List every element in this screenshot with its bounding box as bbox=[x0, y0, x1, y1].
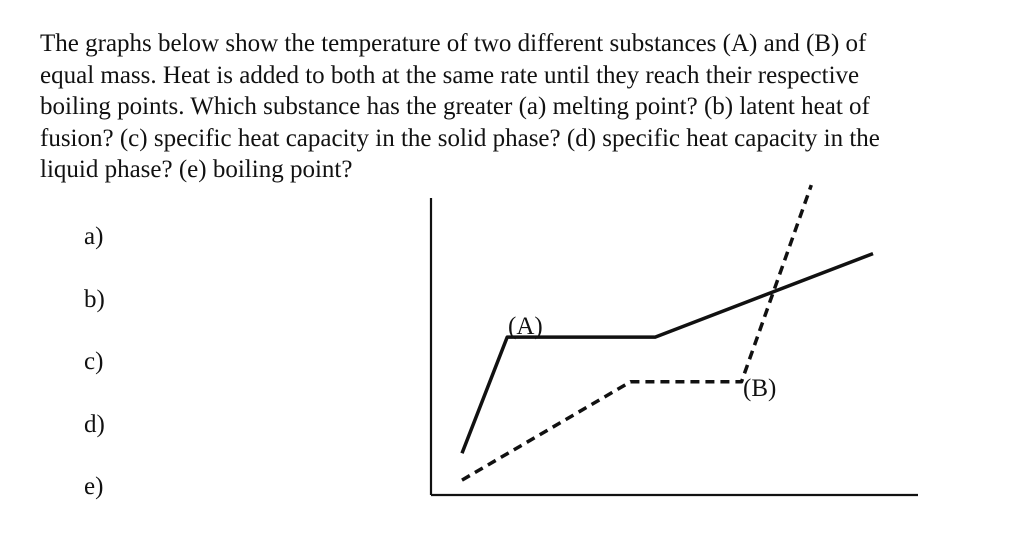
series-a-label: (A) bbox=[508, 313, 543, 340]
answer-label-e: e) bbox=[84, 473, 104, 500]
question-line: fusion? (c) specific heat capacity in the solid phase? (d) specific heat capacity in the bbox=[40, 124, 880, 152]
series-b-label: (B) bbox=[743, 375, 777, 402]
question-line: boiling points. Which substance has the greater (a) melting point? (b) latent heat of bbox=[40, 93, 870, 120]
question-line: The graphs below show the temperature of two different substances (A) and (B) of bbox=[40, 30, 867, 57]
answer-label-c: c) bbox=[84, 348, 104, 375]
series-a-line bbox=[462, 254, 873, 454]
answer-label-b: b) bbox=[84, 285, 105, 313]
question-line: liquid phase? (e) boiling point? bbox=[40, 156, 353, 183]
answer-label-d: d) bbox=[84, 410, 105, 438]
answer-label-a: a) bbox=[84, 223, 104, 250]
question-line: equal mass. Heat is added to both at the same rate until they reach their respective bbox=[40, 61, 860, 89]
